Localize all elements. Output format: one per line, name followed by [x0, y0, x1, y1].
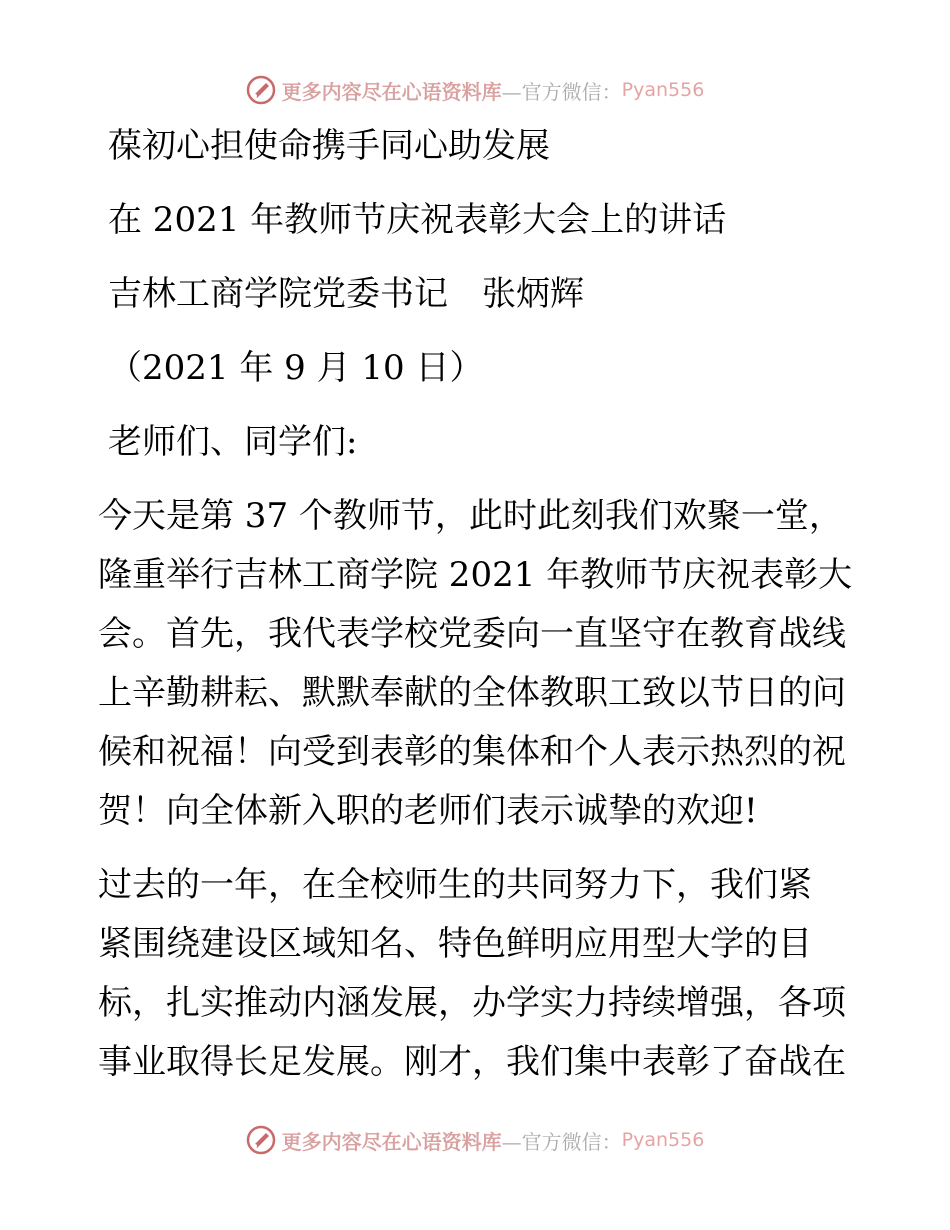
paragraph-line: 事业取得长足发展。刚才，我们集中表彰了奋战在 — [98, 1042, 846, 1082]
paragraph-line: 标，扎实推动内涵发展，办学实力持续增强，各项 — [98, 983, 846, 1023]
header-watermark — [0, 70, 950, 110]
watermark-id-text: Pyan556 — [621, 1129, 705, 1151]
salutation: 老师们、同学们: — [108, 422, 358, 462]
paragraph-line: 贺！向全体新入职的老师们表示诚挚的欢迎! — [98, 791, 758, 831]
document-author: 吉林工商学院党委书记 张炳辉 — [108, 274, 584, 314]
watermark-sub-text: —官方微信： — [501, 79, 622, 104]
document-date: （2021 年 9 月 10 日） — [108, 348, 484, 388]
paragraph-line: 上辛勤耕耘、默默奉献的全体教职工致以节日的问 — [98, 673, 846, 713]
footer-watermark — [0, 1120, 950, 1160]
paragraph-line: 隆重举行吉林工商学院 2021 年教师节庆祝表彰大 — [98, 555, 853, 595]
paragraph-line: 过去的一年，在全校师生的共同努力下，我们紧 — [98, 865, 812, 905]
document-subtitle: 在 2021 年教师节庆祝表彰大会上的讲话 — [108, 200, 727, 240]
watermark-main-text: 更多内容尽在心语资料库 — [281, 79, 502, 104]
watermark-sub-text: —官方微信： — [501, 1129, 622, 1154]
document-title: 葆初心担使命携手同心助发展 — [108, 126, 550, 166]
paragraph-line: 紧围绕建设区域知名、特色鲜明应用型大学的目 — [98, 924, 812, 964]
paragraph-line: 今天是第 37 个教师节，此时此刻我们欢聚一堂， — [98, 496, 843, 536]
watermark-main-text: 更多内容尽在心语资料库 — [281, 1129, 502, 1154]
paragraph-line: 会。首先，我代表学校党委向一直坚守在教育战线 — [98, 614, 846, 654]
paragraph-line: 候和祝福！向受到表彰的集体和个人表示热烈的祝 — [98, 732, 846, 772]
watermark-id-text: Pyan556 — [621, 79, 705, 101]
logo-icon — [246, 1125, 276, 1155]
logo-icon — [246, 75, 276, 105]
